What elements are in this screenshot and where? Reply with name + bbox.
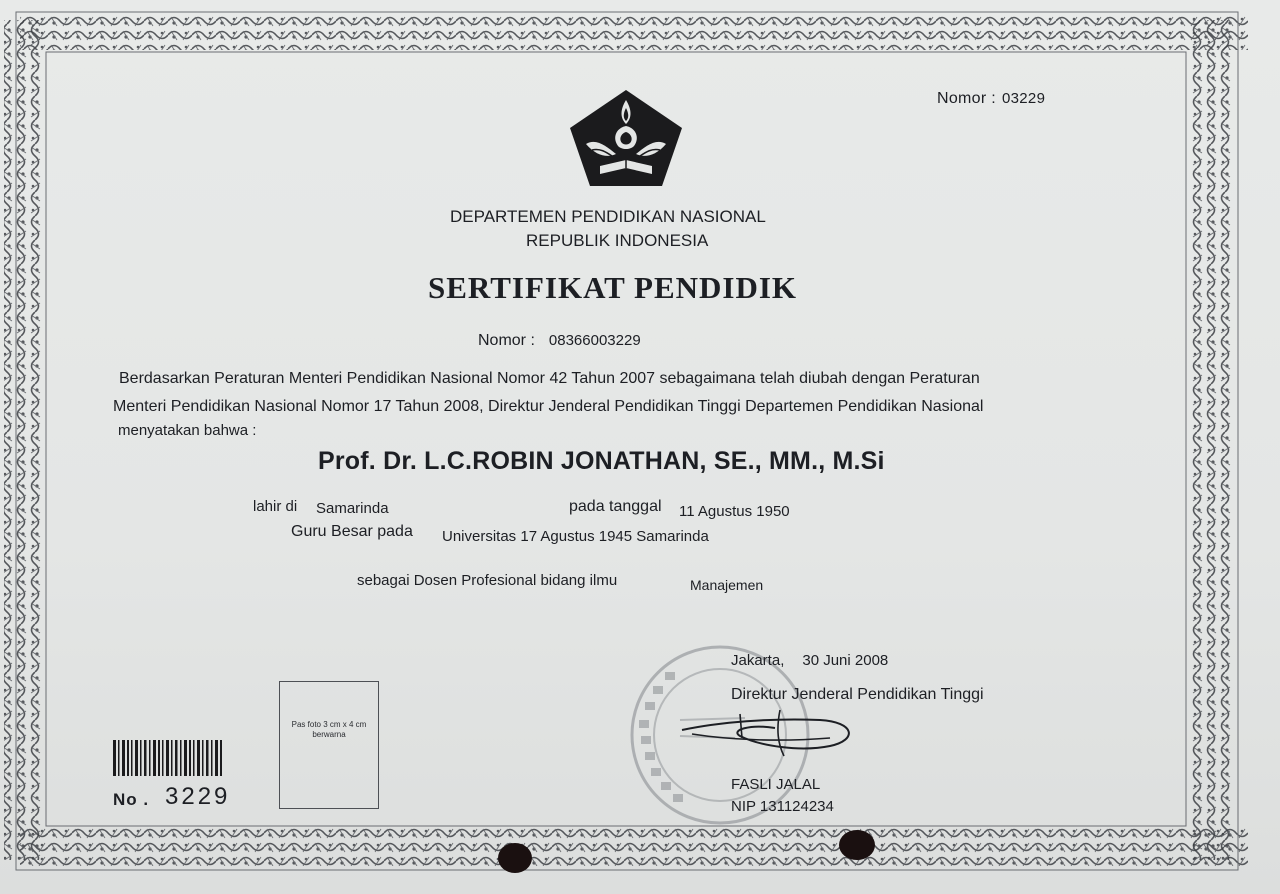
signing-place-date — [731, 652, 888, 669]
country-name: REPUBLIK INDONESIA — [526, 231, 709, 250]
header-number-value: 03229 — [1002, 90, 1046, 107]
birthplace-value: Samarinda — [316, 500, 389, 517]
signatory-title: Direktur Jenderal Pendidikan Tinggi — [731, 686, 984, 703]
punch-hole — [839, 830, 875, 860]
position-label: Guru Besar pada — [291, 523, 413, 540]
certificate-title: SERTIFIKAT PENDIDIK — [428, 270, 798, 305]
department-name: DEPARTEMEN PENDIDIKAN NASIONAL — [450, 207, 766, 226]
field-label: sebagai Dosen Profesional bidang ilmu — [357, 572, 618, 589]
tut-wuri-handayani-emblem-icon — [566, 88, 686, 188]
signatory-name: FASLI JALAL — [731, 776, 821, 793]
signatory-nip: NIP 131124234 — [731, 798, 834, 815]
institution-value: Universitas 17 Agustus 1945 Samarinda — [442, 528, 709, 545]
certificate-number-label: Nomor : — [478, 332, 535, 349]
certificate-number — [478, 332, 641, 350]
field-value: Manajemen — [690, 577, 764, 593]
header-number — [937, 90, 1045, 108]
header-number-label: Nomor : — [937, 90, 996, 107]
photo-placeholder — [279, 681, 379, 809]
holder-name: Prof. Dr. L.C.ROBIN JONATHAN, SE., MM., M.Si — [318, 447, 885, 475]
handwritten-signature-icon — [680, 700, 870, 780]
statement-line-2: Menteri Pendidikan Nasional Nomor 17 Tahun 2008, Direktur Jenderal Pendidikan Tinggi Departemen Pendidikan Nasional — [113, 398, 984, 415]
signing-date: 30 Juni 2008 — [802, 652, 889, 669]
photo-placeholder-text: Pas foto 3 cm x 4 cm berwarna — [291, 720, 367, 739]
punch-hole — [498, 843, 532, 873]
birthplace-label: lahir di — [253, 498, 298, 515]
statement-line-1: Berdasarkan Peraturan Menteri Pendidikan Nasional Nomor 42 Tahun 2007 sebagaimana telah diubah dengan Peraturan — [119, 370, 980, 387]
signing-place: Jakarta, — [731, 652, 785, 669]
serial-number-value: 3229 — [165, 783, 231, 810]
birthdate-label: pada tanggal — [569, 498, 662, 515]
barcode-icon — [113, 740, 225, 776]
birthdate-value: 11 Agustus 1950 — [679, 503, 790, 520]
serial-number-label: No . — [113, 790, 150, 809]
statement-line-3: menyatakan bahwa : — [118, 422, 257, 439]
certificate-number-value: 08366003229 — [548, 332, 641, 349]
